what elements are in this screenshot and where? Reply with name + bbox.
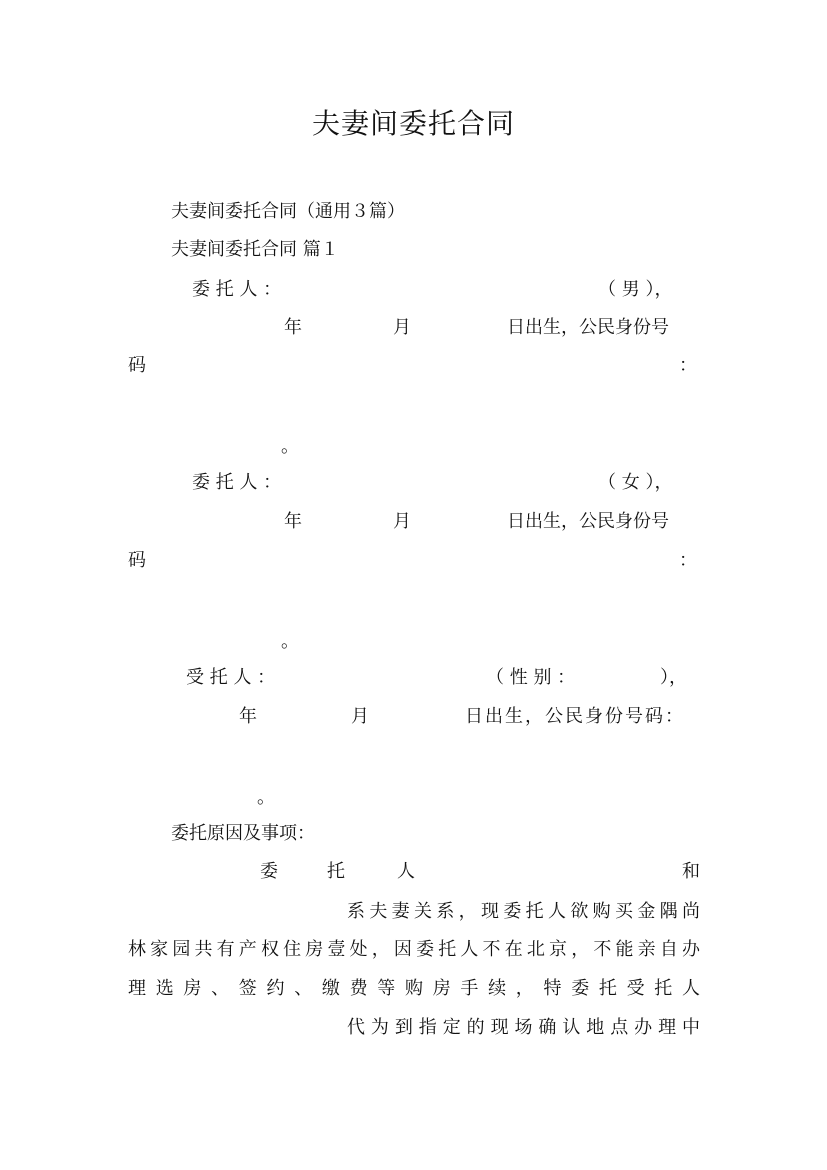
matters-char: 人 — [397, 861, 415, 882]
matters-line: 系夫妻关系，现委托人欲购买金隅尚 — [347, 901, 700, 922]
principal-male-period: 。 — [281, 436, 299, 457]
matters-char: 委 — [260, 861, 278, 882]
principal-female-label: 委 托 人 ： — [192, 472, 282, 493]
principal-male-code: 码 — [128, 355, 146, 376]
principal-female-gender: （ 女 ）， — [598, 472, 673, 493]
matters-char: 托 — [327, 861, 345, 882]
matters-line: 理选房、签约、缴费等购房手续，特委托受托人 — [128, 978, 700, 999]
agent-year: 年 — [239, 706, 257, 727]
agent-period: 。 — [257, 787, 275, 808]
agent-gender-close: ）， — [660, 667, 687, 688]
principal-female-birth-id: 日出生，公民身份号 — [507, 511, 669, 532]
agent-label: 受 托 人 ： — [186, 667, 276, 688]
principal-male-gender: （ 男 ）， — [598, 279, 673, 300]
principal-female-month: 月 — [393, 511, 411, 532]
principal-male-label: 委 托 人 ： — [192, 279, 282, 300]
section-heading: 夫妻间委托合同 篇１ — [171, 239, 339, 260]
document-title: 夫妻间委托合同 — [311, 107, 515, 140]
principal-female-period: 。 — [281, 631, 299, 652]
principal-female-colon: ： — [679, 550, 697, 571]
matters-heading: 委托原因及事项： — [171, 823, 315, 844]
principal-male-year: 年 — [284, 317, 302, 338]
principal-male-month: 月 — [393, 317, 411, 338]
principal-male-colon: ： — [679, 355, 697, 376]
principal-male-birth-id: 日出生，公民身份号 — [507, 317, 669, 338]
matters-line: 林家园共有产权住房壹处，因委托人不在北京，不能亲自办 — [128, 939, 700, 960]
principal-female-code: 码 — [128, 550, 146, 571]
principal-female-year: 年 — [284, 511, 302, 532]
agent-birth-id: 日出生，公民身份号码： — [465, 706, 685, 727]
agent-gender-open: （ 性 别 ： — [486, 667, 576, 688]
document-subtitle: 夫妻间委托合同（通用３篇） — [171, 201, 405, 222]
matters-line: 代为到指定的现场确认地点办理中 — [347, 1017, 700, 1038]
agent-month: 月 — [351, 706, 369, 727]
matters-char: 和 — [682, 861, 700, 882]
